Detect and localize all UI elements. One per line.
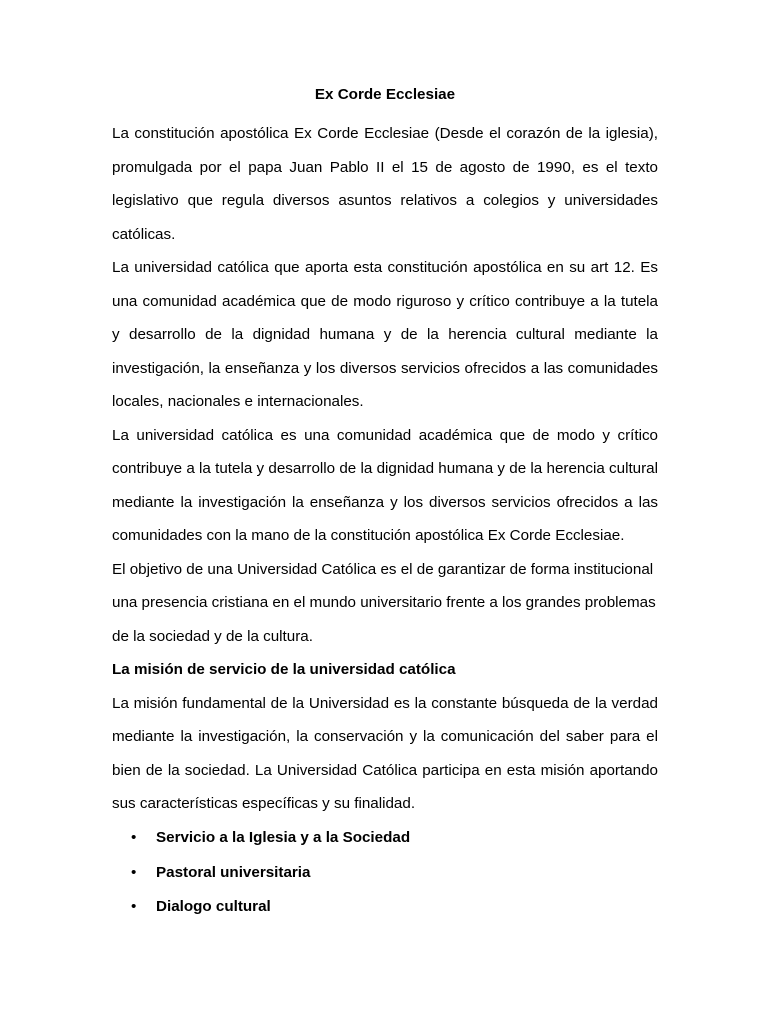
bullet-icon: • (131, 863, 137, 881)
list-item-text: Servicio a la Iglesia y a la Sociedad (156, 829, 411, 846)
paragraph-constitution: La constitución apostólica Ex Corde Ecclesiae (Desde el corazón de la iglesia), promulgada por el papa Juan Pablo II el 15 de agosto de 1990, es el texto legislativo que regula diversos asuntos relativos a colegios y universidades católicas. (112, 125, 658, 243)
list-item-text: Pastoral universitaria (156, 863, 311, 881)
document-title: Ex Corde Ecclesiae (314, 86, 456, 103)
bullet-list (112, 821, 658, 925)
list-item-text: Dialogo cultural (156, 898, 271, 915)
list-item (112, 821, 658, 856)
list-item (112, 856, 658, 891)
document-page (112, 84, 658, 925)
list-item (112, 890, 658, 925)
paragraph-objective: El objetivo de una Universidad Católica es el de garantizar de forma institucional una presencia cristiana en el mundo universitario frente a los grandes problemas de la sociedad y de la cultura. (112, 560, 656, 645)
bullet-icon: • (131, 898, 137, 915)
section-heading: La misión de servicio de la universidad católica (112, 661, 456, 678)
paragraph-academic-community: La universidad católica es una comunidad académica que de modo y crítico contribuye a la tutela y desarrollo de la dignidad humana y de la herencia cultural mediante la investigación la enseñanza y los diversos servicios ofrecidos a las comunidades con la mano de la constitución apostólica Ex Corde Ecclesiae. (112, 426, 658, 544)
paragraph-mission: La misión fundamental de la Universidad es la constante búsqueda de la verdad mediante la investigación, la conservación y la comunicación del saber para el bien de la sociedad. La Universidad Católica participa en esta misión aportando sus características específicas y su finalidad. (112, 694, 658, 812)
paragraph-community: La universidad católica que aporta esta constitución apostólica en su art 12. Es una comunidad académica que de modo riguroso y crítico contribuye a la tutela y desarrollo de la dignidad humana y de la herencia cultural mediante la investigación, la enseñanza y los diversos servicios ofrecidos a las comunidades locales, nacionales e internacionales. (112, 259, 658, 410)
bullet-icon: • (131, 829, 137, 846)
